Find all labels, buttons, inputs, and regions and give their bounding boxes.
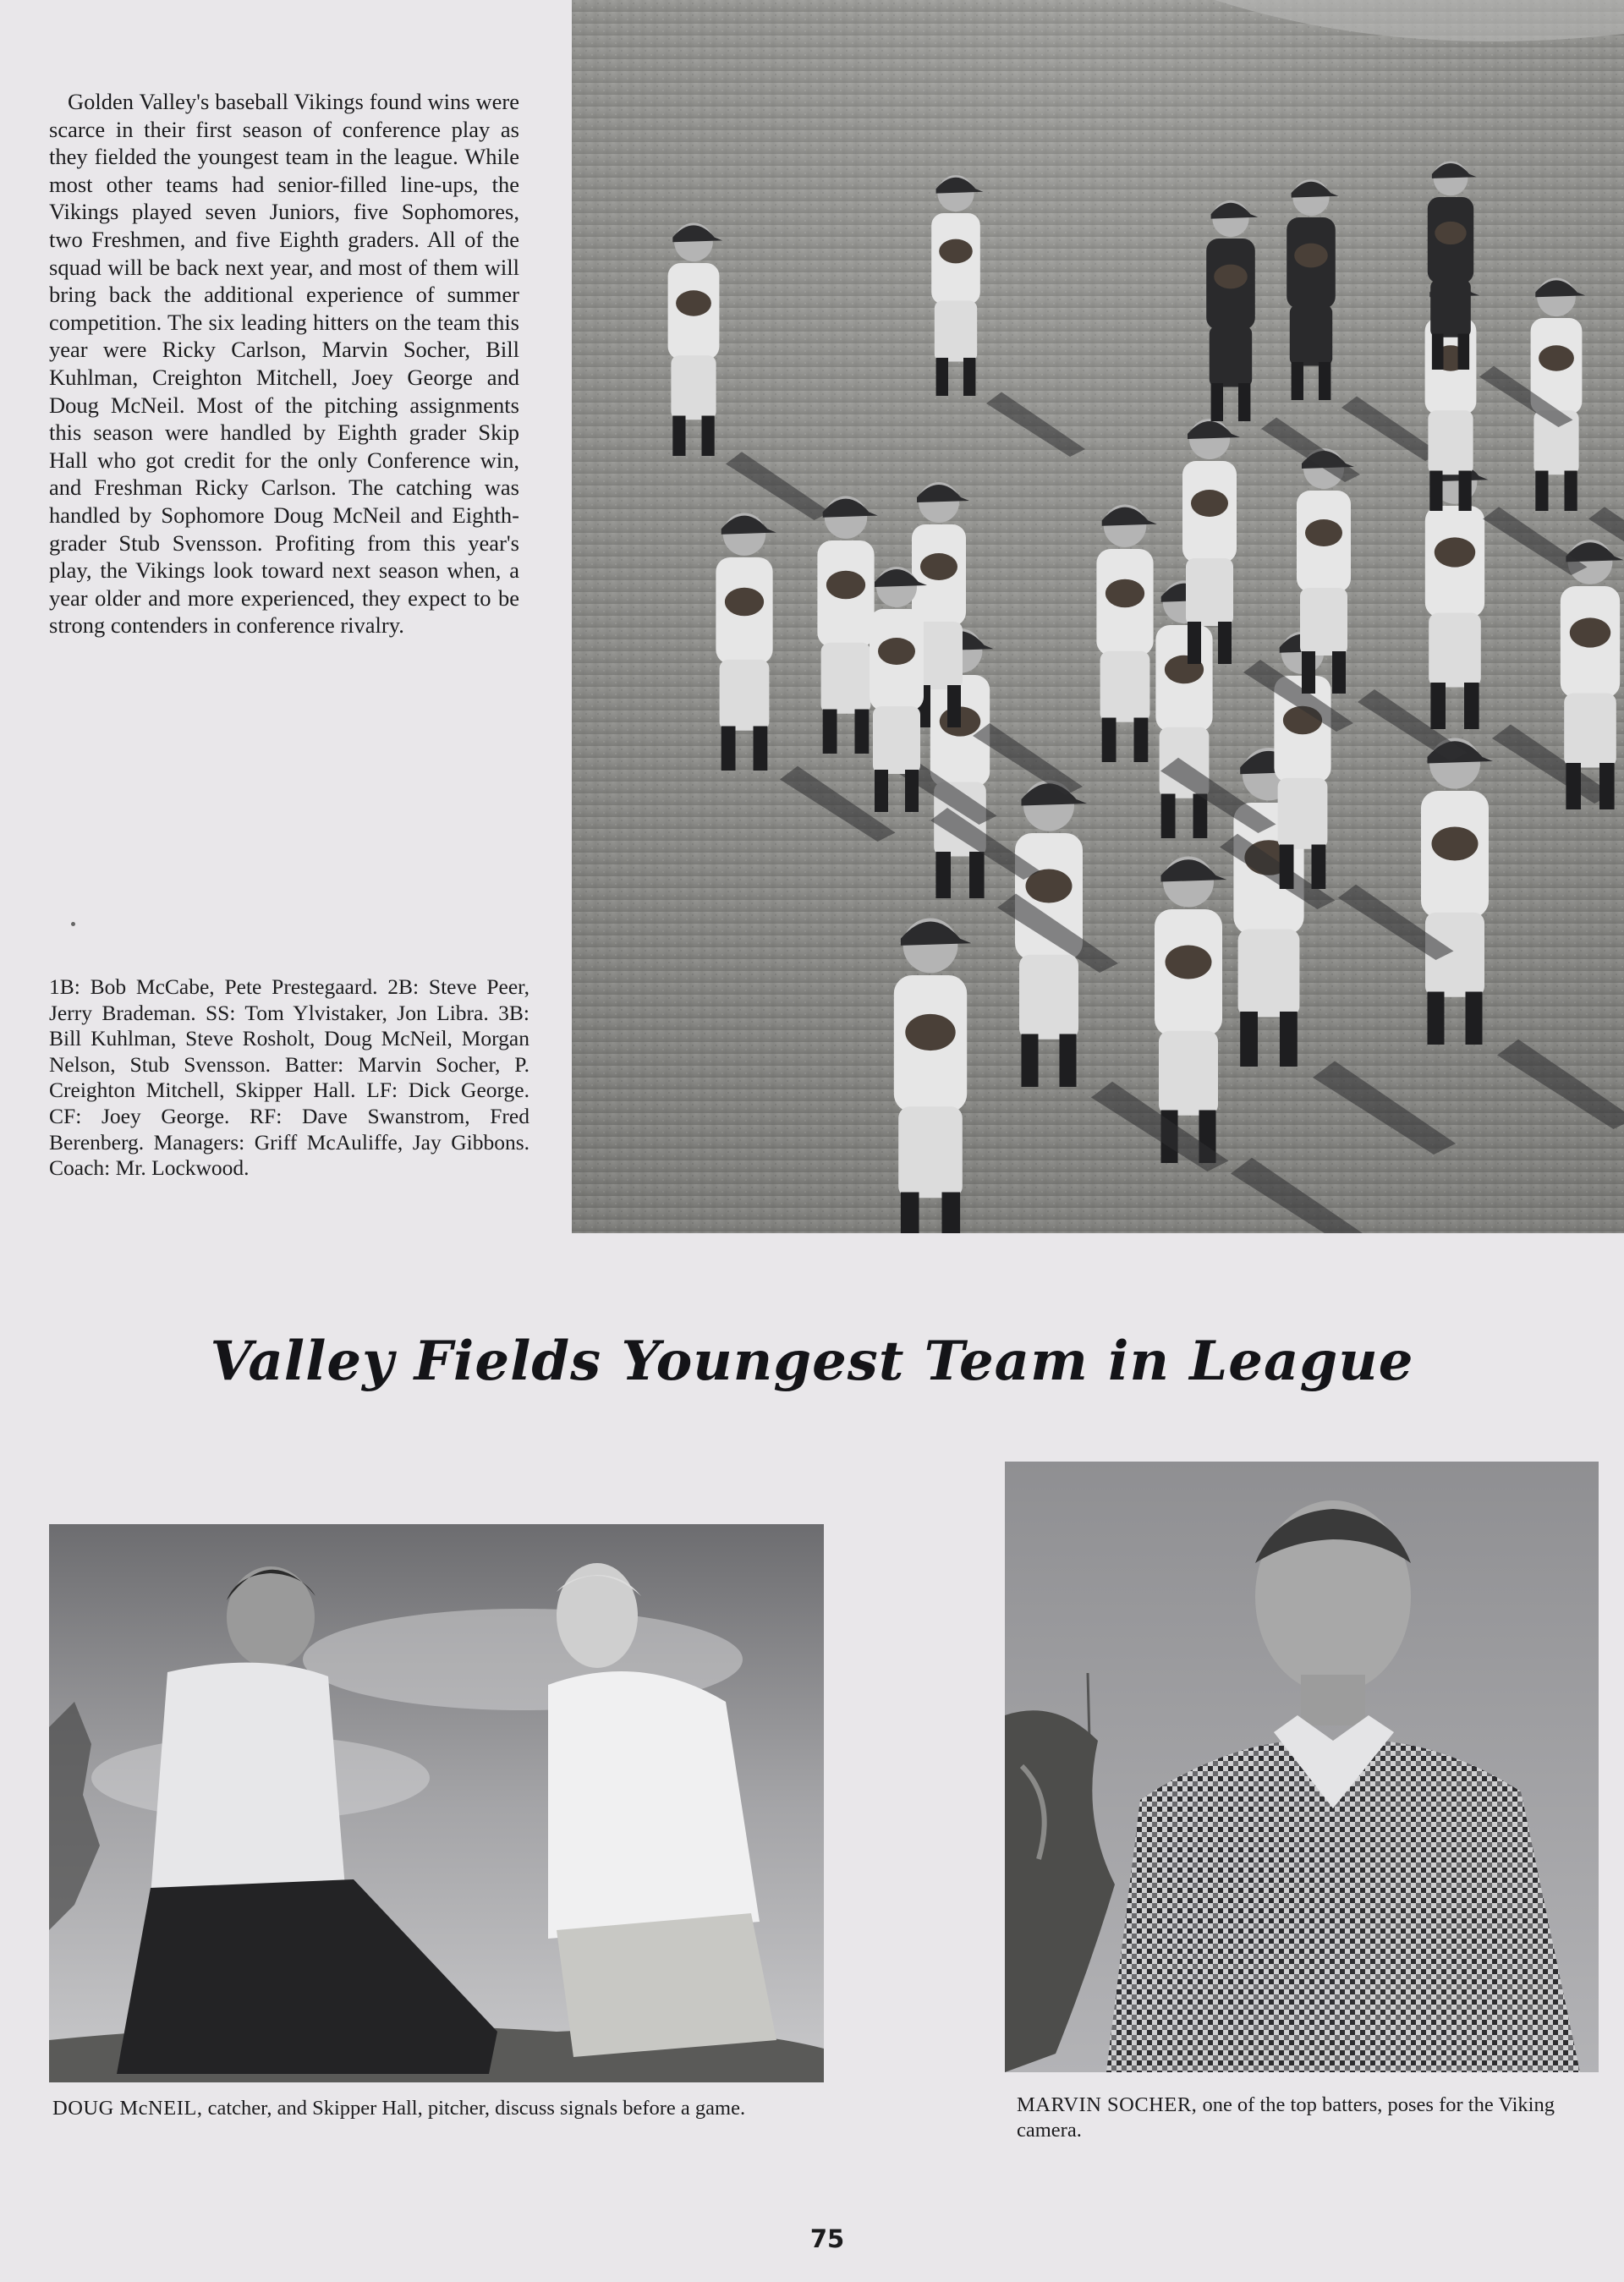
- pitcher-catcher-graphic: [49, 1524, 824, 2082]
- right-caption-body: one of the top batters, poses for the Viking camera.: [1017, 2093, 1555, 2142]
- left-caption: [52, 2096, 831, 2121]
- left-caption-body: catcher, and Skipper Hall, pitcher, discuss signals before a game.: [202, 2097, 746, 2120]
- roster-list: [49, 974, 529, 1182]
- right-caption-lead: MARVIN SOCHER,: [1017, 2093, 1198, 2116]
- team-photo: [572, 0, 1624, 1233]
- batter-portrait-photo: [1005, 1462, 1599, 2072]
- right-caption: [1017, 2093, 1600, 2143]
- left-caption-lead: DOUG McNEIL,: [52, 2097, 203, 2120]
- pitcher-catcher-photo: [49, 1524, 824, 2082]
- page-number: 75: [809, 2224, 845, 2253]
- batter-portrait-graphic: [1005, 1462, 1599, 2072]
- page-headline: Valley Fields Youngest Team in League: [210, 1330, 1414, 1393]
- roster-paragraph: 1B: Bob McCabe, Pete Prestegaard. 2B: Steve Peer, Jerry Brademan. SS: Tom Ylvistaker, Jon Libra. 3B: Bill Kuhlman, Steve Rosholt, Doug McNeil, Morgan Nelson, Stub Svensson. Batter: Marvin Socher, P. Creighton Mitchell, Skipper Hall. LF: Dick George. CF: Joey George. RF: Dave Swanstrom, Fred Berenberg. Managers: Griff McAuliffe, Jay Gibbons. Coach: Mr. Lockwood.: [49, 974, 529, 1181]
- team-photo-graphic: [572, 0, 1624, 1233]
- print-speck: [71, 922, 75, 926]
- intro-article: [49, 88, 519, 639]
- intro-paragraph: Golden Valley's baseball Vikings found wins were scarce in their first season of conference play as they fielded the youngest team in the league. While most other teams had senior-filled line-ups, the Vikings played seven Juniors, five Sophomores, two Freshmen, and five Eighth graders. All of the squad will be back next year, and most of them will bring back the additional experience of summer competition. The six leading hitters on the team this year were Ricky Carlson, Marvin Socher, Bill Kuhlman, Creighton Mitchell, Joey George and Doug McNeil. Most of the pitching assignments this season were handled by Eighth grader Skip Hall who got credit for the only Conference win, and Freshman Ricky Carlson. The catching was handled by Sophomore Doug McNeil and Eighth-grader Stub Svensson. Profiting from this year's play, the Vikings look toward next season when, a year older and more experienced, they expect to be strong contenders in conference rivalry.: [49, 89, 519, 639]
